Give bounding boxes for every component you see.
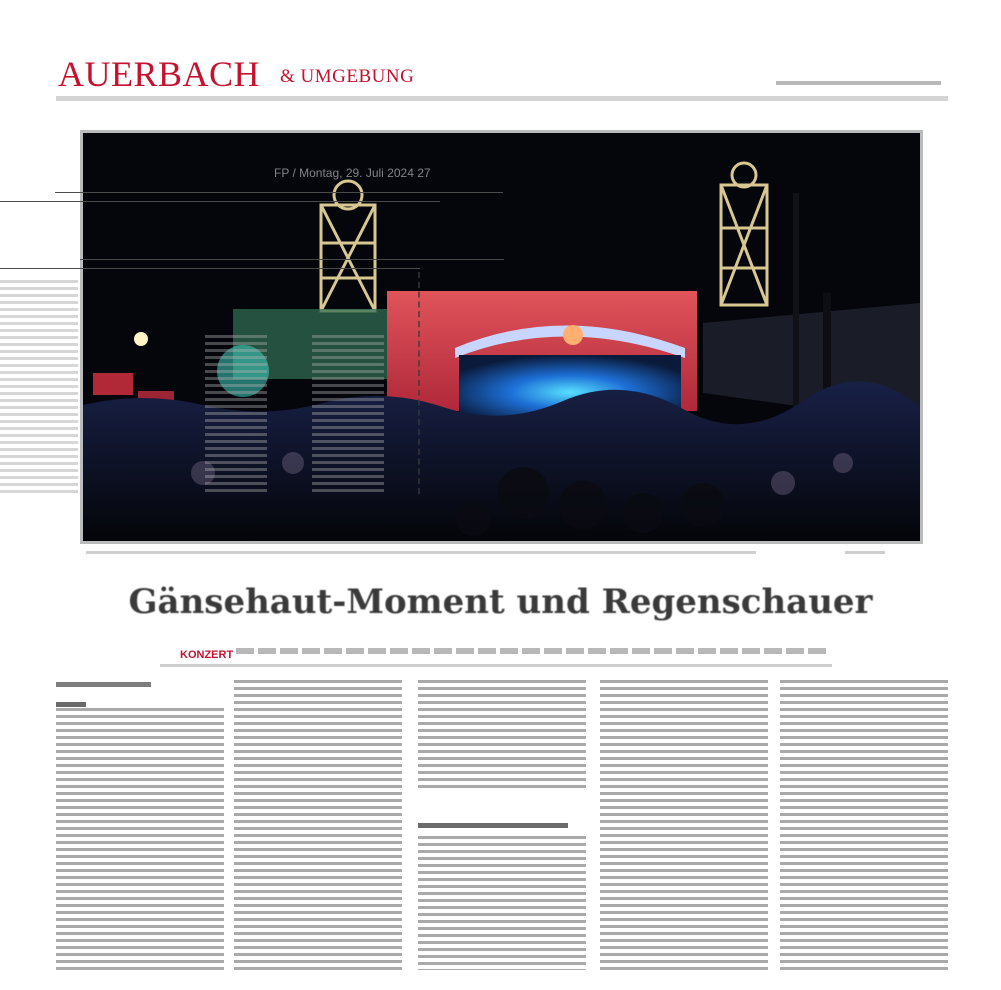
- article-column-1: [56, 680, 224, 970]
- masthead-rule: [56, 96, 948, 101]
- photo-credit: [845, 551, 885, 554]
- article-subhead: [236, 648, 826, 654]
- top-dateline: [776, 79, 946, 89]
- show-through-divider: [418, 272, 420, 494]
- article-headline: Gänsehaut-Moment und Regenschauer: [128, 582, 873, 622]
- show-through-column: [312, 335, 384, 495]
- dateline-blur: [776, 79, 946, 87]
- column-subheading: [418, 823, 568, 828]
- section-subtitle: & UMGEBUNG: [280, 66, 415, 87]
- photo-caption: [86, 551, 756, 554]
- column-text: [56, 708, 224, 970]
- article-kicker: KONZERT: [180, 649, 234, 661]
- show-through-rule: [0, 268, 420, 269]
- article-column-3: [418, 680, 586, 970]
- show-through-column: [205, 335, 267, 495]
- article-column-4: [600, 680, 768, 970]
- kicker-row: [180, 645, 233, 661]
- column-byline: [56, 682, 151, 687]
- column-dateline: [56, 702, 86, 707]
- show-through-rule: [55, 192, 503, 193]
- section-title: AUERBACH: [58, 54, 261, 94]
- article-column-5: [780, 680, 948, 970]
- column-text: [418, 836, 586, 970]
- column-text: [600, 680, 768, 970]
- column-text: [234, 680, 402, 970]
- show-through-rule: [0, 201, 440, 202]
- show-through-column: [0, 280, 78, 495]
- subhead-rule: [160, 664, 832, 667]
- column-text: [780, 680, 948, 970]
- show-through-rule: [80, 259, 504, 260]
- article-column-2: [234, 680, 402, 970]
- show-through-page-line: FP / Montag, 29. Juli 2024 27: [274, 166, 431, 180]
- column-text: [418, 680, 586, 790]
